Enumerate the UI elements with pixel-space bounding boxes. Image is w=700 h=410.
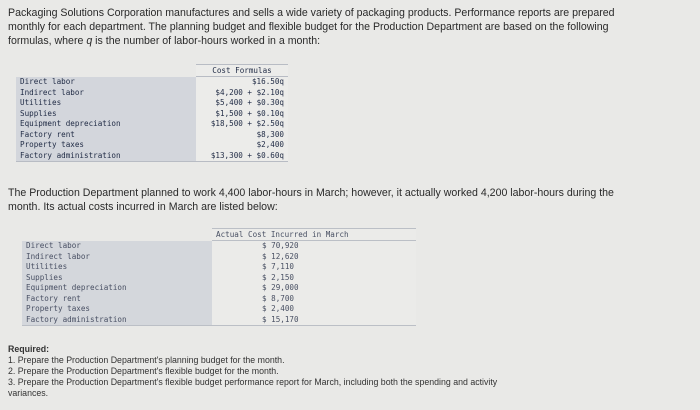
row-label: Direct labor [22,241,212,252]
table-row [22,283,416,294]
row-label: Equipment depreciation [22,283,212,294]
actual-costs-header: Actual Cost Incurred in March [212,229,416,241]
row-label: Factory rent [16,130,196,141]
table-row [16,130,288,141]
intro-line-2: monthly for each department. The planning budget and flexible budget for the Production Department are based on the following [8,21,609,33]
middle-line-1: The Production Department planned to work 4,400 labor-hours in March; however, it actually worked 4,200 labor-hours during the [8,187,614,199]
table-row [22,252,416,263]
table-row [22,262,416,273]
table-row [16,109,288,120]
table-row [22,315,416,326]
row-label: Factory administration [16,151,196,162]
row-label: Equipment depreciation [16,119,196,130]
row-value: $ 29,000 [212,283,416,294]
cost-formulas-table [16,64,288,162]
row-label: Indirect labor [22,252,212,263]
row-value: $8,300 [196,130,288,141]
row-label: Indirect labor [16,88,196,99]
row-label: Property taxes [22,304,212,315]
table-header-row [16,65,288,77]
required-item: 3. Prepare the Production Department's flexible budget performance report for March, including both the spending and activity [8,377,498,387]
intro-line-3: formulas, where q is the number of labor-hours worked in a month: [8,35,321,47]
table-row [22,273,416,284]
actual-costs-table [22,228,416,326]
cost-formulas-header: Cost Formulas [196,65,288,77]
row-value: $4,200 + $2.10q [196,88,288,99]
required-item: 1. Prepare the Production Department's planning budget for the month. [8,355,285,365]
table-row [16,88,288,99]
table-row [16,77,288,88]
middle-paragraph [8,186,688,214]
q-variable: q [86,35,93,47]
row-label: Supplies [16,109,196,120]
table-row [16,98,288,109]
row-value: $ 15,170 [212,315,416,326]
intro-line-1: Packaging Solutions Corporation manufactures and sells a wide variety of packaging products. Performance reports are prepared [8,7,615,19]
table-row [16,140,288,151]
row-label: Direct labor [16,77,196,88]
row-label: Utilities [22,262,212,273]
required-item: 2. Prepare the Production Department's flexible budget for the month. [8,366,279,376]
table-row [22,241,416,252]
row-value: $ 7,110 [212,262,416,273]
row-value: $2,400 [196,140,288,151]
table-row [22,294,416,305]
row-label: Property taxes [16,140,196,151]
row-value: $ 12,620 [212,252,416,263]
required-title: Required: [8,344,50,354]
row-value: $ 70,920 [212,241,416,252]
row-label: Factory administration [22,315,212,326]
middle-line-2: month. Its actual costs incurred in March are listed below: [8,201,278,213]
row-value: $ 2,150 [212,273,416,284]
table-row [22,304,416,315]
table-row [16,119,288,130]
required-section [8,344,688,399]
required-item: variances. [8,388,49,398]
row-value: $5,400 + $0.30q [196,98,288,109]
row-value: $18,500 + $2.50q [196,119,288,130]
row-label: Supplies [22,273,212,284]
row-value: $16.50q [196,77,288,88]
row-value: $1,500 + $0.10q [196,109,288,120]
intro-paragraph [8,6,688,48]
row-label: Utilities [16,98,196,109]
row-label: Factory rent [22,294,212,305]
table-header-row [22,229,416,241]
row-value: $ 2,400 [212,304,416,315]
row-value: $13,300 + $0.60q [196,151,288,162]
row-value: $ 8,700 [212,294,416,305]
table-row [16,151,288,162]
